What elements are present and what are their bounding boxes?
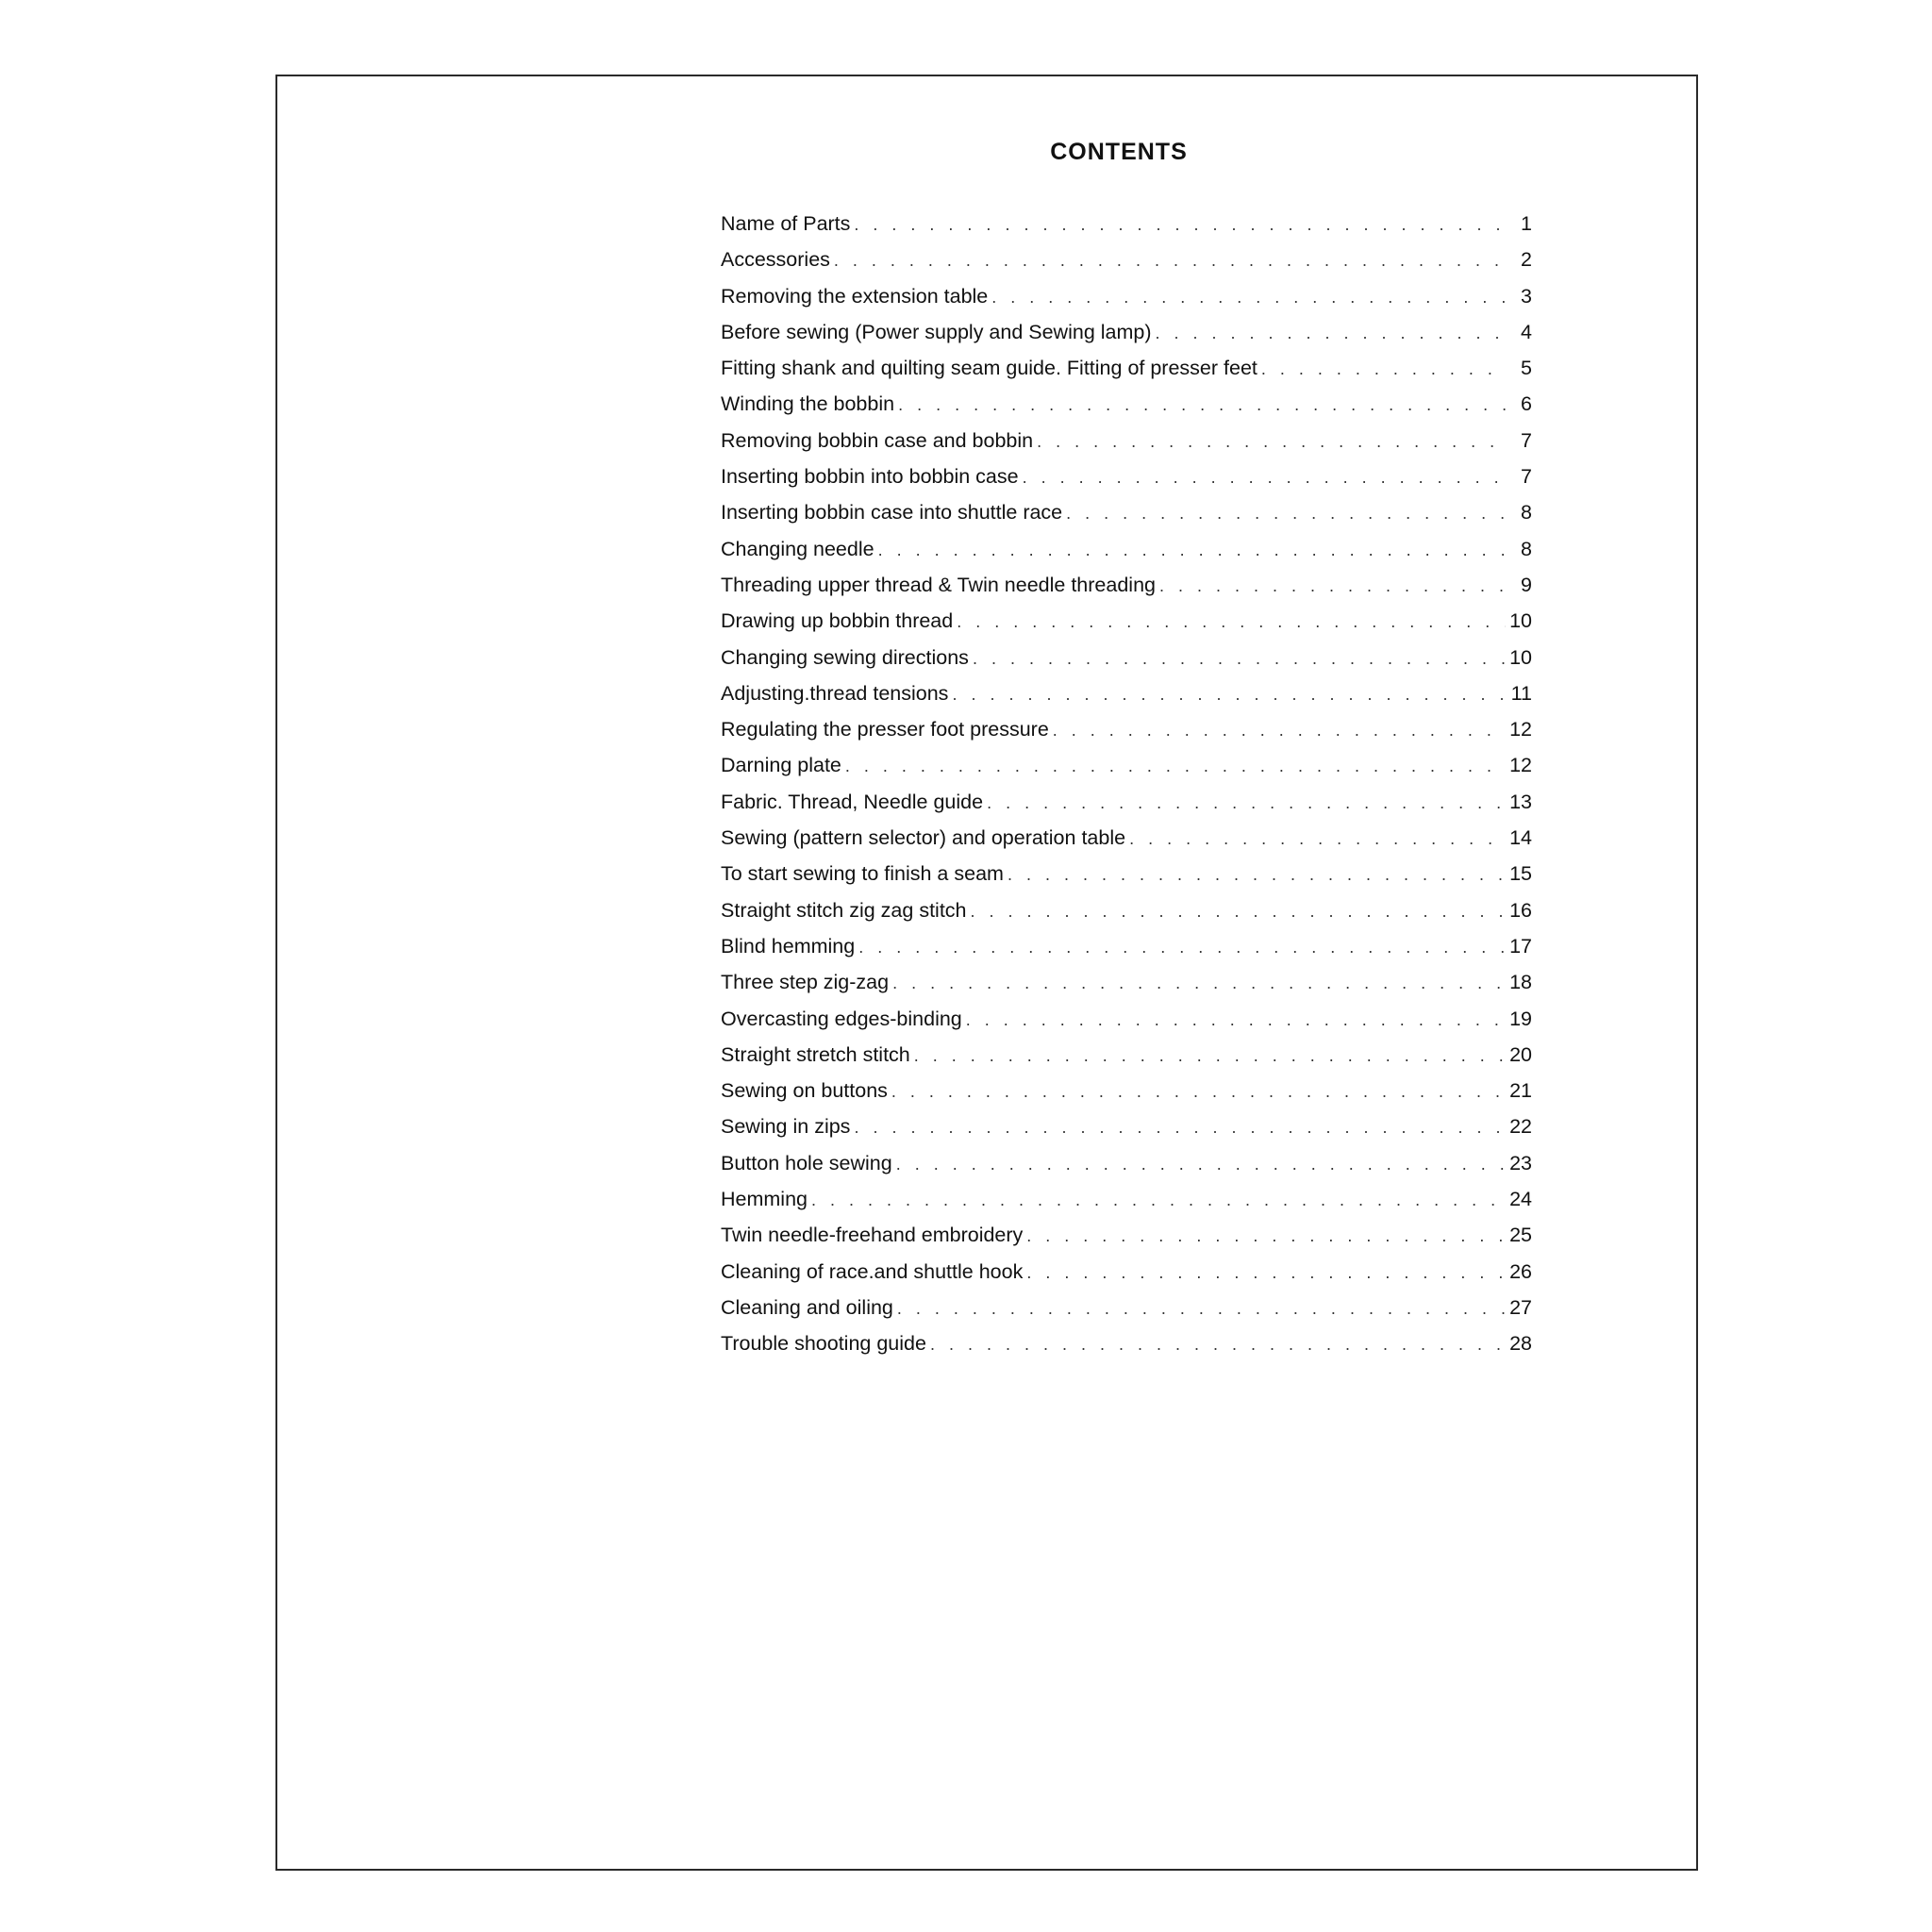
dot-leader <box>892 965 1506 1001</box>
dot-leader <box>1156 315 1506 351</box>
toc-entry-label: Sewing in zips <box>721 1115 851 1139</box>
toc-entry <box>721 242 1532 277</box>
toc-entry-label: Button hole sewing <box>721 1151 892 1174</box>
dot-leader <box>1066 495 1506 531</box>
toc-entry-label: Removing the extension table <box>721 284 989 308</box>
toc-entry <box>721 206 1532 242</box>
dot-leader <box>952 676 1506 712</box>
dot-leader <box>1026 1218 1506 1254</box>
toc-entry-page-number: 16 <box>1509 898 1532 922</box>
toc-entry <box>721 675 1532 711</box>
toc-entry <box>721 1290 1532 1325</box>
toc-entry <box>721 494 1532 530</box>
dot-leader <box>854 1109 1506 1145</box>
toc-entry <box>721 1001 1532 1037</box>
toc-entry <box>721 856 1532 891</box>
toc-entry <box>721 423 1532 458</box>
toc-entry-label: Winding the bobbin <box>721 392 895 416</box>
toc-entry-page-number: 23 <box>1509 1151 1532 1174</box>
toc-entry <box>721 928 1532 964</box>
toc-entry-label: Fabric. Thread, Needle guide <box>721 790 984 813</box>
toc-entry-page-number: 25 <box>1509 1224 1532 1247</box>
dot-leader <box>991 279 1506 315</box>
toc-entry-page-number: 15 <box>1509 862 1532 886</box>
dot-leader <box>1023 459 1506 495</box>
toc-entry-page-number: 20 <box>1509 1042 1532 1066</box>
dot-leader <box>957 604 1506 640</box>
toc-entry-page-number: 12 <box>1509 754 1532 777</box>
toc-entry-page-number: 8 <box>1521 537 1532 560</box>
toc-entry <box>721 531 1532 567</box>
toc-entry <box>721 892 1532 928</box>
toc-entry <box>721 1145 1532 1181</box>
dot-leader <box>897 1291 1506 1326</box>
toc-entry-label: Inserting bobbin into bobbin case <box>721 465 1019 489</box>
toc-entry-page-number: 22 <box>1509 1115 1532 1139</box>
toc-entry <box>721 1073 1532 1108</box>
toc-entry-page-number: 9 <box>1521 573 1532 596</box>
toc-entry-page-number: 3 <box>1521 284 1532 308</box>
toc-entry-page-number: 7 <box>1521 465 1532 489</box>
toc-entry <box>721 1325 1532 1361</box>
toc-entry-page-number: 19 <box>1509 1007 1532 1030</box>
toc-entry <box>721 278 1532 314</box>
toc-entry-label: Adjusting.thread tensions <box>721 681 949 705</box>
toc-entry-label: Sewing (pattern selector) and operation table <box>721 826 1126 850</box>
toc-entry-page-number: 10 <box>1509 645 1532 669</box>
dot-leader <box>914 1038 1506 1074</box>
dot-leader <box>1159 568 1506 604</box>
toc-entry-page-number: 7 <box>1521 428 1532 452</box>
toc-entry <box>721 567 1532 603</box>
toc-entry <box>721 820 1532 856</box>
dot-leader <box>1037 424 1506 459</box>
toc-entry-page-number: 11 <box>1510 681 1532 705</box>
toc-entry-label: Changing sewing directions <box>721 645 969 669</box>
toc-entry-label: Sewing on buttons <box>721 1079 888 1103</box>
toc-entry-label: Regulating the presser foot pressure <box>721 718 1049 741</box>
toc-entry-label: Three step zig-zag <box>721 971 890 994</box>
toc-entry-page-number: 21 <box>1509 1079 1532 1103</box>
dot-leader <box>1026 1255 1506 1291</box>
dot-leader <box>896 1146 1506 1182</box>
toc-entry <box>721 1037 1532 1073</box>
toc-entry-page-number: 17 <box>1509 934 1532 958</box>
toc-entry-label: Twin needle-freehand embroidery <box>721 1224 1024 1247</box>
toc-entry-page-number: 5 <box>1521 357 1532 380</box>
dot-leader <box>834 242 1506 278</box>
toc-entry <box>721 1108 1532 1144</box>
toc-entry-label: To start sewing to finish a seam <box>721 862 1004 886</box>
table-of-contents <box>721 206 1532 1362</box>
dot-leader <box>811 1182 1506 1218</box>
dot-leader <box>1008 857 1506 892</box>
dot-leader <box>891 1074 1506 1109</box>
toc-entry <box>721 964 1532 1000</box>
toc-entry-label: Removing bobbin case and bobbin <box>721 428 1034 452</box>
toc-entry-page-number: 10 <box>1509 609 1532 633</box>
toc-entry <box>721 314 1532 350</box>
dot-leader <box>878 532 1506 568</box>
dot-leader <box>966 1002 1506 1038</box>
toc-entry <box>721 458 1532 494</box>
toc-entry-label: Cleaning and oiling <box>721 1295 893 1319</box>
toc-entry-label: Name of Parts <box>721 212 851 235</box>
toc-entry-label: Inserting bobbin case into shuttle race <box>721 501 1063 525</box>
toc-entry-page-number: 4 <box>1521 320 1532 343</box>
toc-entry-page-number: 18 <box>1509 971 1532 994</box>
toc-entry-page-number: 27 <box>1509 1295 1532 1319</box>
toc-entry-label: Fitting shank and quilting seam guide. Fitting of presser feet <box>721 357 1257 380</box>
toc-entry-page-number: 13 <box>1509 790 1532 813</box>
toc-entry-label: Cleaning of race.and shuttle hook <box>721 1259 1024 1283</box>
toc-entry-label: Straight stitch zig zag stitch <box>721 898 967 922</box>
dot-leader <box>1261 351 1506 387</box>
document-page <box>275 75 1698 1871</box>
dot-leader <box>1053 712 1506 748</box>
toc-entry-page-number: 12 <box>1509 718 1532 741</box>
toc-entry-label: Darning plate <box>721 754 841 777</box>
toc-entry-label: Accessories <box>721 248 830 272</box>
page-title: CONTENTS <box>1050 139 1188 165</box>
dot-leader <box>858 929 1506 965</box>
dot-leader <box>898 387 1506 423</box>
toc-entry <box>721 711 1532 747</box>
dot-leader <box>845 748 1506 784</box>
toc-entry-page-number: 8 <box>1521 501 1532 525</box>
toc-entry <box>721 1254 1532 1290</box>
dot-leader <box>930 1326 1506 1362</box>
dot-leader <box>1129 821 1506 857</box>
toc-entry <box>721 784 1532 820</box>
dot-leader <box>971 893 1507 929</box>
toc-entry-label: Blind hemming <box>721 934 856 958</box>
toc-entry-label: Hemming <box>721 1188 808 1211</box>
toc-entry <box>721 603 1532 639</box>
toc-entry-page-number: 2 <box>1521 248 1532 272</box>
toc-entry-page-number: 24 <box>1509 1188 1532 1211</box>
toc-entry-page-number: 28 <box>1509 1332 1532 1356</box>
dot-leader <box>987 785 1506 821</box>
toc-entry-label: Drawing up bobbin thread <box>721 609 954 633</box>
toc-entry <box>721 1217 1532 1253</box>
toc-entry <box>721 640 1532 675</box>
toc-entry-page-number: 14 <box>1509 826 1532 850</box>
toc-entry <box>721 350 1532 386</box>
dot-leader <box>854 207 1506 242</box>
toc-entry-page-number: 1 <box>1521 212 1532 235</box>
toc-entry-label: Straight stretch stitch <box>721 1042 910 1066</box>
toc-entry-label: Trouble shooting guide <box>721 1332 926 1356</box>
toc-entry <box>721 1181 1532 1217</box>
toc-entry-label: Before sewing (Power supply and Sewing lamp) <box>721 320 1152 343</box>
toc-entry <box>721 386 1532 422</box>
toc-entry <box>721 747 1532 783</box>
toc-entry-page-number: 6 <box>1521 392 1532 416</box>
toc-entry-page-number: 26 <box>1509 1259 1532 1283</box>
dot-leader <box>973 641 1506 676</box>
toc-entry-label: Overcasting edges-binding <box>721 1007 962 1030</box>
toc-entry-label: Changing needle <box>721 537 874 560</box>
toc-entry-label: Threading upper thread & Twin needle threading <box>721 573 1156 596</box>
